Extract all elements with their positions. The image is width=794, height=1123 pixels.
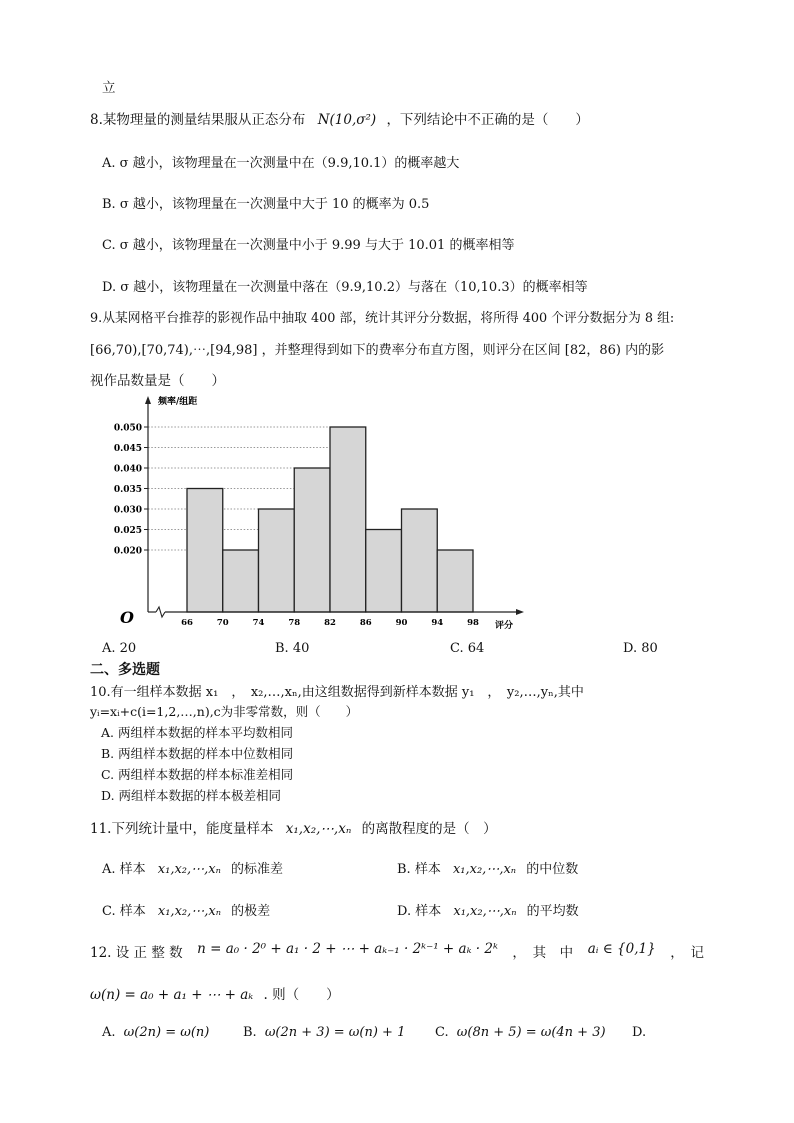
histogram-bar xyxy=(330,427,366,612)
option-text: 的极差 xyxy=(231,904,271,919)
x-tick-label: 74 xyxy=(252,618,265,628)
question-10-line-1: 10.有一组样本数据 x₁ ， x₂,…,xₙ,由这组数据得到新样本数据 y₁ ， y₂,…,yₙ,其中 xyxy=(90,685,584,700)
option-math: x₁,x₂,⋯,xₙ xyxy=(453,904,517,919)
question-12-option-b xyxy=(243,1025,405,1040)
question-10-option-a: A. 两组样本数据的样本平均数相同 xyxy=(101,725,293,740)
option-label: D. xyxy=(632,1025,647,1040)
option-label: B. 样本 xyxy=(397,862,441,877)
question-10-option-b: B. 两组样本数据的样本中位数相同 xyxy=(101,746,294,761)
y-tick-label: 0.020 xyxy=(113,546,142,557)
question-12-digit-set: aᵢ ∈ {0,1} xyxy=(587,941,656,957)
option-math: x₁,x₂,⋯,xₙ xyxy=(157,862,221,877)
frequency-histogram xyxy=(100,388,540,638)
option-math: x₁,x₂,⋯,xₙ xyxy=(157,904,221,919)
option-label: B. xyxy=(243,1025,257,1040)
histogram-bar xyxy=(437,550,473,612)
question-11-option-c xyxy=(102,900,270,919)
question-10-option-d: D. 两组样本数据的样本极差相同 xyxy=(101,788,282,803)
option-label: C. 样本 xyxy=(102,904,146,919)
question-12-line-1 xyxy=(90,941,704,961)
question-11-math: x₁,x₂,⋯,xₙ xyxy=(285,821,352,837)
histogram-bar xyxy=(223,550,259,612)
question-12-denote: ， 记 xyxy=(670,945,704,961)
section-2-heading: 二、多选题 xyxy=(90,662,160,678)
y-axis-arrow xyxy=(145,396,151,404)
question-11-prefix: 11.下列统计量中，能度量样本 xyxy=(90,821,274,837)
question-12-line-2 xyxy=(90,983,340,1003)
y-tick-label: 0.025 xyxy=(113,526,142,536)
question-12-option-d xyxy=(632,1025,650,1040)
question-12-omega-definition: ω(n) = a₀ + a₁ + ⋯ + aₖ xyxy=(90,987,254,1003)
question-10-option-c: C. 两组样本数据的样本标准差相同 xyxy=(101,767,294,782)
question-12-where: ， 其 中 xyxy=(512,945,574,961)
histogram-bar xyxy=(366,530,402,613)
y-tick-label: 0.045 xyxy=(113,444,142,454)
question-11-suffix: 的离散程度的是（ ） xyxy=(361,821,497,837)
page-top-fragment: 立 xyxy=(102,80,116,96)
x-tick-label: 94 xyxy=(431,618,444,628)
question-11-option-a xyxy=(102,858,283,877)
histogram-bar xyxy=(187,489,223,613)
x-tick-label: 90 xyxy=(395,618,408,628)
x-axis-break xyxy=(156,607,165,617)
option-label: C. xyxy=(435,1025,449,1040)
option-math: ω(2n + 3) = ω(n) + 1 xyxy=(264,1025,406,1040)
question-12-prompt: . 则（ ） xyxy=(263,987,340,1003)
question-12-lead: 12. 设 正 整 数 xyxy=(90,945,183,961)
option-text: 的中位数 xyxy=(526,862,579,877)
question-9-option-d: D. 80 xyxy=(623,641,658,656)
question-9-line-3: 视作品数量是（ ） xyxy=(90,373,225,389)
histogram-bar xyxy=(294,468,330,612)
x-tick-label: 78 xyxy=(288,618,301,628)
question-8-option-c: C. σ 越小，该物理量在一次测量中小于 9.99 与大于 10.01 的概率相等 xyxy=(102,238,515,253)
option-math: x₁,x₂,⋯,xₙ xyxy=(452,862,517,877)
x-tick-label: 86 xyxy=(359,618,372,628)
x-tick-label: 66 xyxy=(181,618,193,628)
x-tick-label: 70 xyxy=(216,618,229,628)
option-math: ω(8n + 5) = ω(4n + 3) xyxy=(456,1025,606,1040)
histogram-bar xyxy=(259,509,295,612)
option-label: A. 样本 xyxy=(102,862,146,877)
question-9-line-2: [66,70),[70,74),⋯,[94,98] ，并整理得到如下的费率分布直方图，则评分在区间 [82，86) 内的影 xyxy=(90,343,665,358)
option-text: 的标准差 xyxy=(231,862,284,877)
question-8-option-d: D. σ 越小，该物理量在一次测量中落在（9.9,10.2）与落在（10,10.3）的概率相等 xyxy=(102,280,588,295)
option-text: 的平均数 xyxy=(526,904,579,919)
question-10-line-2: yᵢ=xᵢ+c(i=1,2,…,n),c为非零常数，则（ ） xyxy=(90,704,359,719)
y-axis-title: 频率/组距 xyxy=(158,397,198,407)
question-8-suffix: ，下列结论中不正确的是（ ） xyxy=(386,112,589,128)
question-11-option-d xyxy=(397,900,579,919)
y-tick-label: 0.040 xyxy=(113,464,142,475)
x-tick-label: 82 xyxy=(324,618,336,628)
question-8-option-b: B. σ 越小，该物理量在一次测量中大于 10 的概率为 0.5 xyxy=(102,197,430,212)
y-tick-label: 0.030 xyxy=(113,505,142,516)
x-axis-title: 评分 xyxy=(495,621,514,631)
option-label: D. 样本 xyxy=(397,904,442,919)
question-12-option-a xyxy=(102,1025,209,1040)
y-tick-label: 0.050 xyxy=(113,423,142,434)
question-9-line-1: 9.从某网格平台推荐的影视作品中抽取 400 部，统计其评分分数据，将所得 400 个评分数据分为 8 组: xyxy=(90,311,675,326)
histogram-bar xyxy=(402,509,438,612)
question-8-prefix: 8.某物理量的测量结果服从正态分布 xyxy=(90,112,306,128)
question-8-option-a: A. σ 越小，该物理量在一次测量中在（9.9,10.1）的概率越大 xyxy=(102,156,460,171)
question-9-option-c: C. 64 xyxy=(450,641,485,656)
question-9-option-b: B. 40 xyxy=(275,641,310,656)
question-11-option-b xyxy=(397,858,578,877)
question-11-stem xyxy=(90,817,497,837)
x-axis-arrow xyxy=(516,609,524,615)
origin-label: O xyxy=(120,608,134,627)
option-math: ω(2n) = ω(n) xyxy=(123,1025,210,1040)
question-8-stem xyxy=(90,108,589,128)
question-12-expansion: n = a₀ · 2⁰ + a₁ · 2 + ⋯ + aₖ₋₁ · 2ᵏ⁻¹ + aₖ · 2ᵏ xyxy=(197,941,498,957)
option-label: A. xyxy=(102,1025,116,1040)
x-tick-label: 98 xyxy=(467,618,479,628)
question-12-option-c xyxy=(435,1025,606,1040)
question-9-option-a: A. 20 xyxy=(102,641,137,656)
y-tick-label: 0.035 xyxy=(113,485,142,495)
histogram-bars xyxy=(187,427,473,612)
question-8-math: N(10,σ²) xyxy=(317,112,377,128)
